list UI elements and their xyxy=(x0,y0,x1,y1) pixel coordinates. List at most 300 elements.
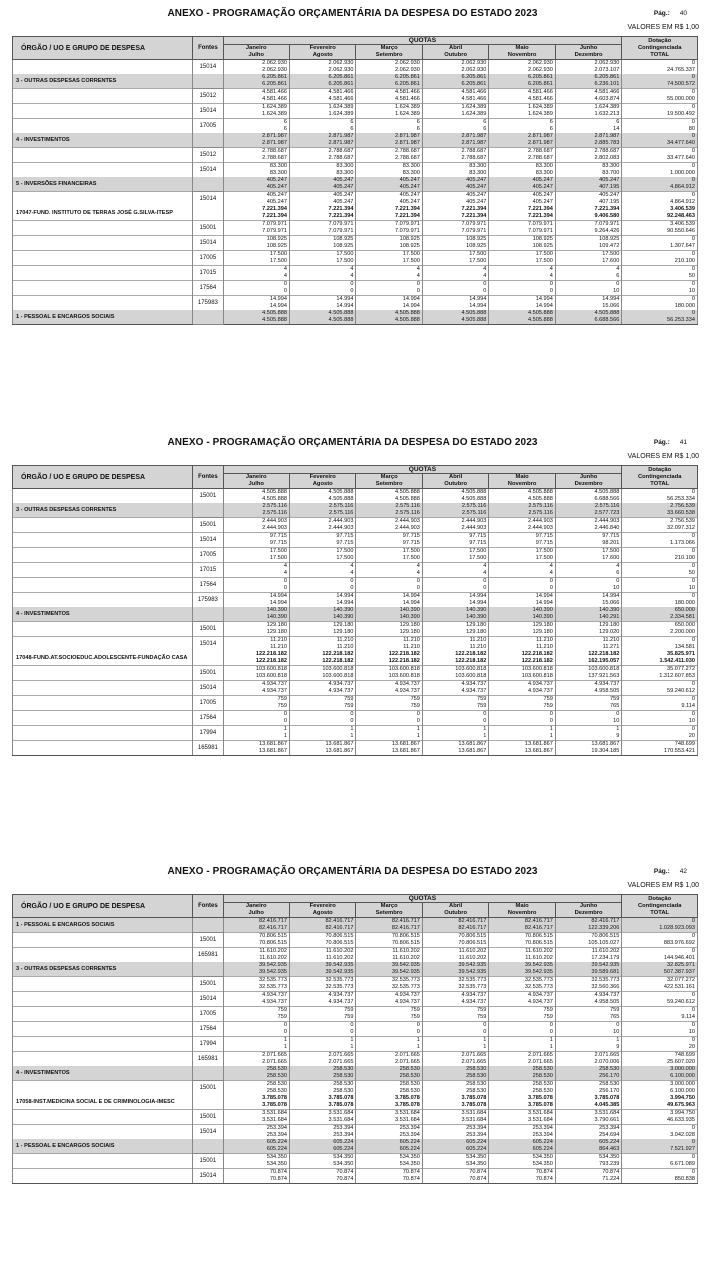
value-second-half: 109.472 xyxy=(599,243,620,249)
value-second-half: 180.000 xyxy=(674,303,695,309)
quota-cell xyxy=(289,1154,355,1169)
fonte-cell: 15001 xyxy=(193,221,223,236)
budget-table xyxy=(12,894,698,1184)
value-second-half: 108.925 xyxy=(266,243,287,249)
value-second-half: 14.994 xyxy=(469,303,487,309)
value-second-half: 1.173.066 xyxy=(670,540,695,546)
value-second-half: 4.505.888 xyxy=(328,496,354,502)
value-second-half: 82.416.717 xyxy=(524,925,553,931)
value-first-half: 7.079.971 xyxy=(461,221,487,228)
quota-cell xyxy=(422,119,488,134)
value-second-half: 108.925 xyxy=(399,243,420,249)
value-first-half: 4.934.737 xyxy=(262,681,287,688)
quota-cell xyxy=(223,104,289,119)
value-first-half: 405.247 xyxy=(333,192,354,199)
value-second-half: 759 xyxy=(344,1014,354,1020)
quota-cell xyxy=(422,1066,488,1081)
quota-cell xyxy=(422,89,488,104)
value-second-half: 17.500 xyxy=(535,555,553,561)
quota-cell xyxy=(289,607,355,622)
value-second-half: 4.934.737 xyxy=(461,688,487,694)
value-second-half: 17.500 xyxy=(336,258,354,264)
header-month-4: Abril Outubro xyxy=(422,45,488,60)
quota-cell xyxy=(289,711,355,726)
value-first-half: 97.715 xyxy=(469,533,487,540)
value-first-half: 2.575.116 xyxy=(395,503,420,510)
value-second-half: 4.505.888 xyxy=(527,496,553,502)
value-first-half: 2.788.687 xyxy=(594,148,620,155)
value-second-half: 90.550.646 xyxy=(667,228,695,234)
value-second-half: 4 xyxy=(350,273,354,279)
value-first-half: 759 xyxy=(344,696,354,703)
quota-cell xyxy=(555,992,622,1007)
value-first-half: 0 xyxy=(691,578,695,585)
value-second-half: 92.248.463 xyxy=(667,213,695,219)
org-cell: 1 - PESSOAL E ENCARGOS SOCIAIS xyxy=(13,310,193,325)
quota-cell xyxy=(422,310,488,325)
value-second-half: 4.505.888 xyxy=(527,317,553,323)
quota-cell xyxy=(555,133,622,148)
org-cell xyxy=(13,104,193,119)
value-second-half: 17.500 xyxy=(469,258,487,264)
value-second-half: 129.180 xyxy=(532,629,553,635)
value-first-half: 4.505.888 xyxy=(262,489,287,496)
fonte-cell: 175983 xyxy=(193,593,223,608)
quota-cell xyxy=(223,741,289,756)
value-second-half: 17.500 xyxy=(402,258,420,264)
value-first-half: 3.531.684 xyxy=(328,1110,354,1117)
value-first-half: 122.218.182 xyxy=(588,651,620,658)
org-cell xyxy=(13,1007,193,1022)
table-row-group xyxy=(13,607,698,622)
value-second-half: 11.210 xyxy=(403,644,420,650)
table-row-fonte xyxy=(13,1169,698,1184)
value-first-half: 17.500 xyxy=(469,251,487,258)
value-first-half: 2.444.903 xyxy=(262,518,287,525)
quota-cell xyxy=(223,1022,289,1037)
value-second-half: 2.788.687 xyxy=(328,155,354,161)
value-first-half: 0 xyxy=(691,192,695,199)
value-first-half: 2.071.665 xyxy=(262,1052,287,1059)
fonte-cell: 17005 xyxy=(193,696,223,711)
value-first-half: 0 xyxy=(691,548,695,555)
quota-cell xyxy=(555,163,622,178)
fonte-cell: 15014 xyxy=(193,60,223,75)
value-first-half: 2.444.903 xyxy=(461,518,487,525)
quota-cell xyxy=(422,666,488,681)
value-second-half: 32.535.773 xyxy=(325,984,354,990)
quota-cell xyxy=(289,119,355,134)
table-row-fonte xyxy=(13,637,698,652)
org-cell: 5 - INVERSÕES FINANCEIRAS xyxy=(13,177,193,192)
quota-cell xyxy=(223,992,289,1007)
value-first-half: 14.994 xyxy=(336,593,354,600)
quota-cell xyxy=(489,533,555,548)
value-second-half: 122.218.182 xyxy=(322,658,354,664)
value-second-half: 97.715 xyxy=(535,540,553,546)
quota-cell xyxy=(356,962,422,977)
value-first-half: 0 xyxy=(691,163,695,170)
quota-cell xyxy=(223,489,289,504)
value-second-half: 3.785.078 xyxy=(527,1102,553,1108)
value-first-half: 7.079.971 xyxy=(594,221,620,228)
quota-cell xyxy=(356,1052,422,1067)
quota-cell xyxy=(489,962,555,977)
table-row-group xyxy=(13,74,698,89)
org-cell xyxy=(13,666,193,681)
quota-cell xyxy=(489,1007,555,1022)
quota-cell xyxy=(489,296,555,311)
value-second-half: 6.205.861 xyxy=(461,81,487,87)
currency-note: VALORES EM R$ 1,00 xyxy=(627,882,699,889)
value-first-half: 4.934.737 xyxy=(395,992,420,999)
header-dotacao-line3: TOTAL xyxy=(650,480,670,487)
value-first-half: 14.994 xyxy=(469,296,487,303)
quota-cell xyxy=(223,962,289,977)
value-first-half: 2.788.687 xyxy=(328,148,354,155)
quota-cell xyxy=(289,192,355,207)
org-cell xyxy=(13,1169,193,1184)
value-second-half: 14.994 xyxy=(402,600,420,606)
quota-cell xyxy=(489,133,555,148)
value-second-half: 759 xyxy=(410,1014,420,1020)
value-second-half: 1.624.389 xyxy=(527,111,553,117)
value-second-half: 2.575.116 xyxy=(262,510,287,516)
value-first-half: 83.300 xyxy=(402,163,420,170)
quota-cell xyxy=(422,1154,488,1169)
value-second-half: 6.205.861 xyxy=(527,81,553,87)
value-second-half: 258.530 xyxy=(333,1073,354,1079)
value-second-half: 11.271 xyxy=(602,644,620,650)
fonte-cell xyxy=(193,1066,223,1081)
value-second-half: 70.874 xyxy=(402,1176,420,1182)
value-second-half: 140.390 xyxy=(266,614,287,620)
header-month-2: Fevereiro Agosto xyxy=(289,474,355,489)
fonte-cell: 15014 xyxy=(193,1169,223,1184)
value-second-half: 1.624.389 xyxy=(262,111,287,117)
value-second-half: 2.062.930 xyxy=(461,67,487,73)
value-first-half: 405.247 xyxy=(399,192,420,199)
total-cell xyxy=(622,104,698,119)
value-second-half: 83.300 xyxy=(535,170,553,176)
quota-cell xyxy=(289,948,355,963)
total-cell xyxy=(622,1110,698,1125)
value-second-half: 70.806.515 xyxy=(258,940,287,946)
table-body xyxy=(13,60,698,325)
value-second-half: 70.806.515 xyxy=(458,940,487,946)
value-second-half: 2.788.687 xyxy=(262,155,287,161)
table-row-fonte xyxy=(13,163,698,178)
value-second-half: 6.100.000 xyxy=(670,1073,695,1079)
quota-cell xyxy=(223,681,289,696)
org-cell xyxy=(13,563,193,578)
value-first-half: 6.205.861 xyxy=(328,74,354,81)
value-second-half: 1.624.389 xyxy=(395,111,420,117)
value-second-half: 6 xyxy=(350,126,354,132)
org-cell xyxy=(13,637,193,652)
quota-cell xyxy=(223,933,289,948)
quota-cell xyxy=(422,593,488,608)
value-first-half: 258.530 xyxy=(532,1081,553,1088)
value-first-half: 4.505.888 xyxy=(527,489,553,496)
quota-cell xyxy=(555,281,622,296)
page-title: ANEXO - PROGRAMAÇÃO ORÇAMENTÁRIA DA DESPESA DO ESTADO 2023 xyxy=(167,866,538,877)
value-second-half: 253.394 xyxy=(266,1132,287,1138)
value-first-half: 1 xyxy=(483,1037,487,1044)
quota-cell xyxy=(555,1066,622,1081)
value-second-half: 39.542.935 xyxy=(325,969,354,975)
value-second-half: 605.224 xyxy=(266,1146,287,1152)
quota-cell xyxy=(422,221,488,236)
org-cell xyxy=(13,266,193,281)
value-second-half: 108.925 xyxy=(333,243,354,249)
value-second-half: 10 xyxy=(688,1029,695,1035)
quota-cell xyxy=(555,593,622,608)
value-first-half: 759 xyxy=(410,1007,420,1014)
total-cell xyxy=(622,1095,698,1110)
value-first-half: 759 xyxy=(543,1007,553,1014)
quota-cell xyxy=(356,1169,422,1184)
value-first-half: 1 xyxy=(283,726,287,733)
quota-cell xyxy=(489,1169,555,1184)
value-second-half: 11.610.202 xyxy=(525,955,553,961)
quota-cell xyxy=(223,651,289,666)
page-label: Pág.: xyxy=(653,10,670,17)
quota-cell xyxy=(489,1110,555,1125)
fonte-cell: 17994 xyxy=(193,1037,223,1052)
value-first-half: 405.247 xyxy=(599,192,620,199)
value-second-half: 83.700 xyxy=(602,170,620,176)
quota-cell xyxy=(356,918,422,933)
value-second-half: 17.600 xyxy=(602,258,620,264)
quota-cell xyxy=(223,548,289,563)
table-row-group xyxy=(13,310,698,325)
value-second-half: 32.535.773 xyxy=(524,984,553,990)
value-second-half: 4.934.737 xyxy=(395,688,420,694)
value-second-half: 97.715 xyxy=(269,540,287,546)
fonte-cell: 165981 xyxy=(193,1052,223,1067)
quota-cell xyxy=(555,266,622,281)
value-first-half: 129.180 xyxy=(532,622,553,629)
quota-cell xyxy=(356,119,422,134)
quota-cell xyxy=(356,593,422,608)
quota-cell xyxy=(356,1007,422,1022)
quota-cell xyxy=(555,236,622,251)
value-first-half: 534.350 xyxy=(266,1154,287,1161)
page-number xyxy=(654,10,687,17)
value-first-half: 7.079.971 xyxy=(328,221,354,228)
table-row-group xyxy=(13,1139,698,1154)
value-first-half: 11.610.202 xyxy=(525,948,553,955)
value-first-half: 0 xyxy=(350,1022,354,1029)
quota-cell xyxy=(223,148,289,163)
fonte-cell xyxy=(193,206,223,221)
value-second-half: 39.542.935 xyxy=(391,969,420,975)
value-second-half: 3.785.078 xyxy=(395,1102,420,1108)
value-first-half: 2.071.665 xyxy=(328,1052,354,1059)
org-cell xyxy=(13,221,193,236)
value-first-half: 140.390 xyxy=(399,607,420,614)
value-first-half: 0 xyxy=(691,310,695,317)
value-second-half: 49.675.963 xyxy=(667,1102,695,1108)
value-second-half: 4 xyxy=(350,570,354,576)
quota-cell xyxy=(555,1007,622,1022)
quota-cell xyxy=(356,607,422,622)
quota-cell xyxy=(356,148,422,163)
value-first-half: 70.806.515 xyxy=(325,933,354,940)
value-first-half: 253.394 xyxy=(399,1125,420,1132)
quota-cell xyxy=(223,948,289,963)
value-second-half: 59.240.612 xyxy=(667,688,695,694)
value-second-half: 13.681.867 xyxy=(258,748,287,754)
page-number xyxy=(654,868,687,875)
value-first-half: 4.934.737 xyxy=(328,681,354,688)
quota-cell xyxy=(223,206,289,221)
total-cell xyxy=(622,1037,698,1052)
quota-cell xyxy=(356,1066,422,1081)
value-first-half: 0 xyxy=(549,578,553,585)
fonte-cell: 15001 xyxy=(193,977,223,992)
value-second-half: 1.000.000 xyxy=(670,170,695,176)
value-first-half: 0 xyxy=(691,933,695,940)
value-second-half: 2.871.987 xyxy=(262,140,287,146)
header-dotacao-line2: Contingenciada xyxy=(637,44,682,51)
value-first-half: 70.874 xyxy=(402,1169,420,1176)
table-row-fonte xyxy=(13,948,698,963)
value-first-half: 6.205.861 xyxy=(262,74,287,81)
value-first-half: 6 xyxy=(616,119,620,126)
value-second-half: 210.100 xyxy=(674,258,695,264)
total-cell xyxy=(622,726,698,741)
value-second-half: 50 xyxy=(688,570,695,576)
total-cell xyxy=(622,578,698,593)
value-second-half: 4.934.737 xyxy=(527,999,553,1005)
fonte-cell: 17005 xyxy=(193,1007,223,1022)
quota-cell xyxy=(555,1037,622,1052)
quota-cell xyxy=(356,1139,422,1154)
quota-cell xyxy=(356,933,422,948)
value-second-half: 765 xyxy=(610,1014,620,1020)
table-row-fonte xyxy=(13,741,698,756)
value-second-half: 605.224 xyxy=(399,1146,420,1152)
quota-cell xyxy=(223,221,289,236)
value-second-half: 17.234.179 xyxy=(591,955,620,961)
total-cell xyxy=(622,962,698,977)
table-row-fonte xyxy=(13,192,698,207)
quota-cell xyxy=(555,1125,622,1140)
value-second-half: 33.660.538 xyxy=(667,510,695,516)
fonte-cell: 17015 xyxy=(193,266,223,281)
quota-cell xyxy=(489,666,555,681)
currency-note: VALORES EM R$ 1,00 xyxy=(627,453,699,460)
fonte-cell xyxy=(193,503,223,518)
quota-cell xyxy=(223,74,289,89)
value-first-half: 39.542.935 xyxy=(591,962,620,969)
value-first-half: 70.874 xyxy=(269,1169,287,1176)
total-cell xyxy=(622,1007,698,1022)
value-first-half: 3.785.078 xyxy=(328,1095,354,1102)
value-second-half: 6.688.566 xyxy=(594,496,620,502)
value-second-half: 7.079.971 xyxy=(395,228,420,234)
total-cell xyxy=(622,281,698,296)
value-second-half: 97.715 xyxy=(469,540,487,546)
quota-cell xyxy=(555,1052,622,1067)
value-second-half: 1 xyxy=(483,733,487,739)
quota-cell xyxy=(356,206,422,221)
value-second-half: 32.097.312 xyxy=(667,525,695,531)
quota-cell xyxy=(289,60,355,75)
value-second-half: 34.477.640 xyxy=(667,140,695,146)
value-first-half: 17.500 xyxy=(269,548,287,555)
table-row-fonte xyxy=(13,711,698,726)
quota-cell xyxy=(223,918,289,933)
quota-cell xyxy=(489,1095,555,1110)
quota-cell xyxy=(289,1125,355,1140)
value-first-half: 1 xyxy=(549,726,553,733)
value-second-half: 2.073.107 xyxy=(594,67,620,73)
value-second-half: 605.224 xyxy=(532,1146,553,1152)
value-first-half: 2.062.930 xyxy=(395,60,420,67)
value-second-half: 3.785.078 xyxy=(461,1102,487,1108)
value-first-half: 7.221.394 xyxy=(594,206,620,213)
value-first-half: 0 xyxy=(350,578,354,585)
value-first-half: 4.505.888 xyxy=(328,489,354,496)
total-cell xyxy=(622,177,698,192)
quota-cell xyxy=(489,696,555,711)
org-cell xyxy=(13,1037,193,1052)
quota-cell xyxy=(489,119,555,134)
value-first-half: 11.210 xyxy=(469,637,487,644)
quota-cell xyxy=(422,266,488,281)
value-first-half: 0 xyxy=(691,1022,695,1029)
value-second-half: 2.871.987 xyxy=(527,140,553,146)
value-second-half: 4 xyxy=(416,273,420,279)
table-row-fonte xyxy=(13,518,698,533)
value-first-half: 35.077.272 xyxy=(667,666,695,673)
value-first-half: 129.180 xyxy=(599,622,620,629)
value-first-half: 6.205.861 xyxy=(594,74,620,81)
value-second-half: 1 xyxy=(283,1044,287,1050)
value-second-half: 7.079.971 xyxy=(328,228,354,234)
value-second-half: 4 xyxy=(549,570,553,576)
quota-cell xyxy=(422,1169,488,1184)
quota-cell xyxy=(555,177,622,192)
value-second-half: 9.114 xyxy=(681,1014,695,1020)
value-first-half: 4 xyxy=(616,563,620,570)
quota-cell xyxy=(422,1022,488,1037)
value-first-half: 39.542.935 xyxy=(258,962,287,969)
header-month-1: Janeiro Julho xyxy=(223,45,289,60)
total-cell xyxy=(622,251,698,266)
org-cell xyxy=(13,622,193,637)
value-second-half: 258.530 xyxy=(266,1088,287,1094)
table-row-fonte xyxy=(13,236,698,251)
quota-cell xyxy=(555,711,622,726)
quota-cell xyxy=(356,1081,422,1096)
value-first-half: 1 xyxy=(616,726,620,733)
quota-cell xyxy=(223,281,289,296)
value-second-half: 4 xyxy=(483,570,487,576)
value-second-half: 258.530 xyxy=(532,1073,553,1079)
value-first-half: 258.530 xyxy=(266,1066,287,1073)
value-first-half: 2.871.987 xyxy=(395,133,420,140)
org-cell xyxy=(13,489,193,504)
value-second-half: 1 xyxy=(549,1044,553,1050)
value-first-half: 11.210 xyxy=(270,637,287,644)
value-second-half: 4.603.874 xyxy=(594,96,620,102)
quota-cell xyxy=(555,148,622,163)
header-dotacao-line3: TOTAL xyxy=(650,51,670,58)
